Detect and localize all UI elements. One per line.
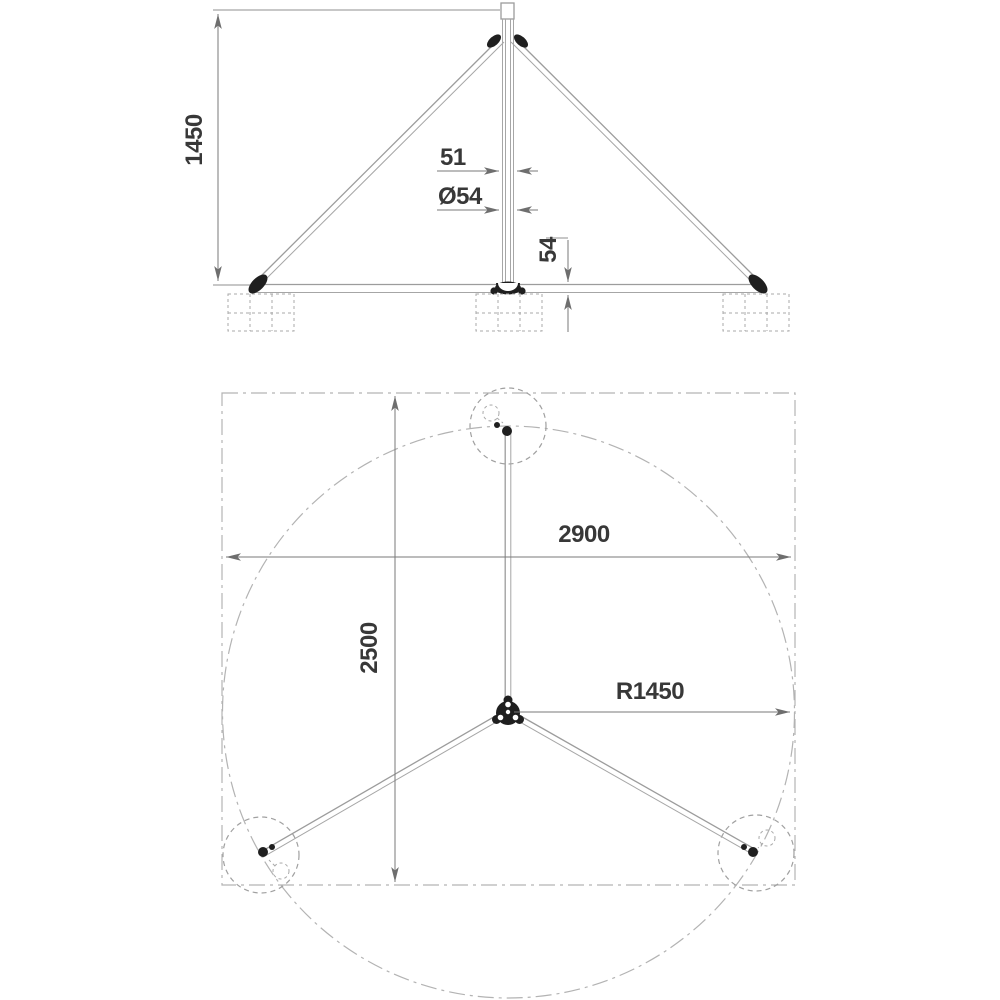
apex-clamp: [485, 32, 531, 50]
dim-depth-2500: [356, 396, 395, 882]
dim-radius-label: R1450: [615, 678, 685, 705]
dim-depth-label: 2500: [356, 622, 383, 674]
tripod-elevation-structure: [245, 3, 770, 297]
dim-pole-diameter-label: Ø54: [438, 183, 482, 210]
center-hub: [492, 696, 524, 726]
plan-leg-bottom-left: [260, 716, 499, 858]
ballast-block-center: [476, 294, 542, 331]
dim-width-label: 2900: [558, 521, 610, 548]
dim-height-label: 1450: [181, 114, 208, 166]
dim-width-2900: [226, 521, 791, 557]
plan-leg-bottom-right: [517, 716, 757, 856]
plan-view: [222, 388, 795, 998]
center-mast: [503, 19, 514, 289]
plan-leg-top: [505, 430, 511, 707]
ballast-block-right: [723, 294, 789, 331]
dim-pole-width-label: 51: [440, 144, 466, 171]
footprint-boundary: [222, 393, 795, 885]
elevation-view: [181, 3, 789, 332]
center-foot-fitting: [490, 282, 525, 295]
left-leg: [255, 38, 504, 286]
dim-base-bar-label: 54: [535, 237, 562, 263]
plan-foot-dots: [258, 422, 758, 857]
ballast-block-left: [228, 294, 294, 331]
dim-pole-diameter-54: [437, 183, 538, 210]
dim-pole-width-51: [437, 144, 538, 171]
apex-spigot: [501, 3, 514, 19]
dim-radius-r1450: [514, 678, 790, 712]
